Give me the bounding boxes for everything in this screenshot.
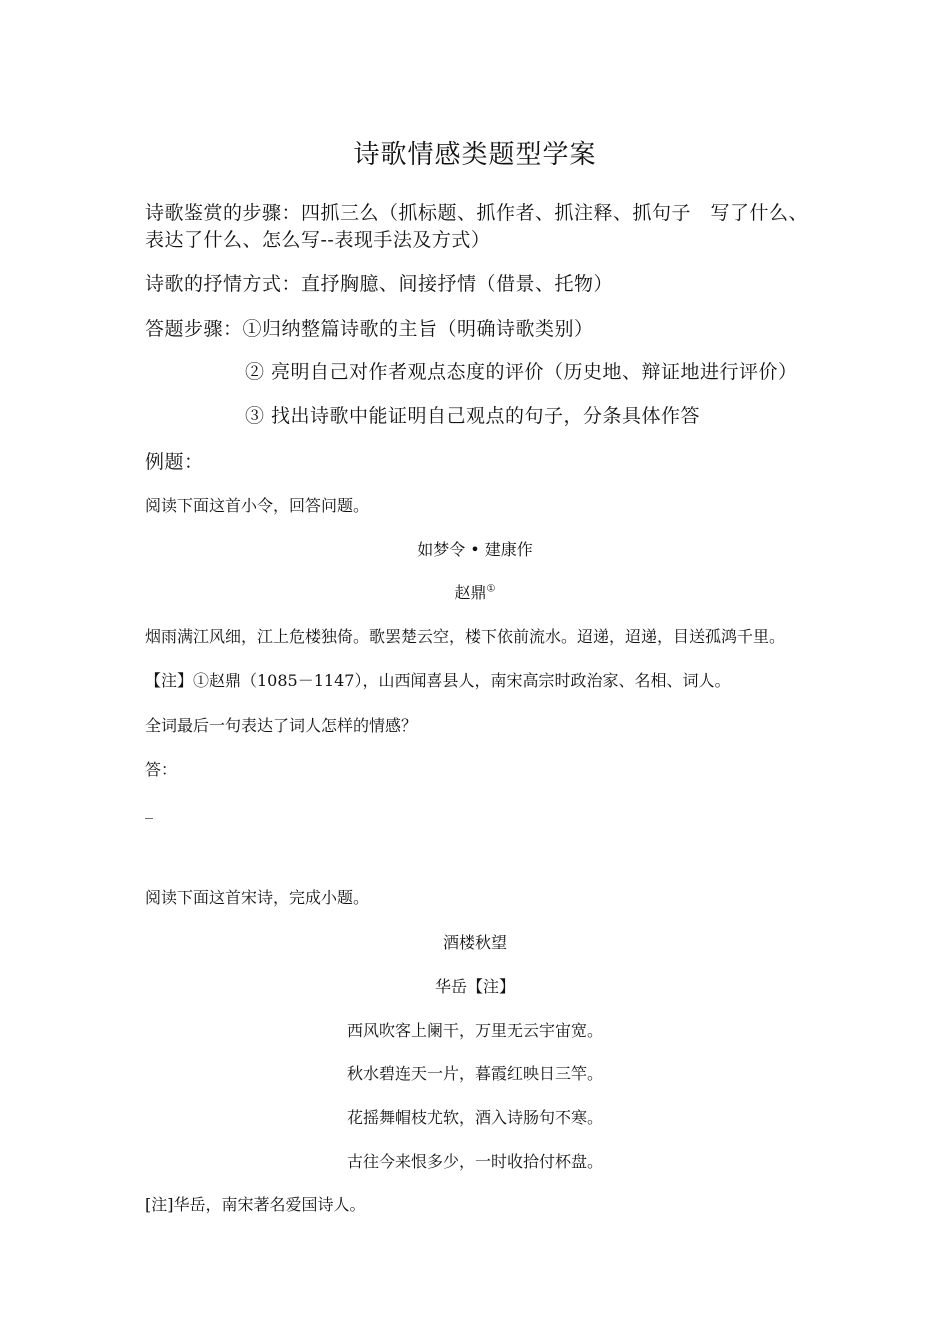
answer-step-2: ② 亮明自己对作者观点态度的评价（历史地、辩证地进行评价） (245, 361, 798, 383)
example1-answer-label: 答： (145, 760, 178, 779)
example1-poem-title: 如梦令 • 建康作 (417, 540, 533, 559)
steps-line-1: 诗歌鉴赏的步骤：四抓三么（抓标题、抓作者、抓注释、抓句子 写了什么、 (145, 202, 809, 224)
author-name: 赵鼎 (454, 583, 487, 602)
example2-prompt: 阅读下面这首宋诗，完成小题。 (145, 888, 370, 907)
example1-author (0, 580, 950, 603)
page-title: 诗歌情感类题型学案 (353, 140, 597, 170)
example1-answer-blank: _ (145, 800, 153, 819)
lyric-methods: 诗歌的抒情方式：直抒胸臆、间接抒情（借景、托物） (145, 273, 614, 295)
answer-step-3: ③ 找出诗歌中能证明自己观点的句子，分条具体作答 (245, 405, 701, 427)
example1-poem-text: 烟雨满江风细，江上危楼独倚。歌罢楚云空，楼下依前流水。迢递，迢递，目送孤鸿千里。 (145, 627, 786, 646)
example2-poem-line: 花摇舞帽枝尤软，酒入诗肠句不寒。 (346, 1108, 603, 1127)
example-label: 例题： (145, 451, 204, 473)
example1-prompt: 阅读下面这首小令，回答问题。 (145, 496, 370, 515)
example1-note: 【注】①赵鼎（1085－1147），山西闻喜县人，南宋高宗时政治家、名相、词人。 (145, 671, 731, 690)
author-footnote-mark: ① (486, 583, 496, 595)
example2-poem-line: 西风吹客上阑干，万里无云宇宙宽。 (346, 1021, 603, 1040)
example2-author: 华岳【注】 (434, 977, 515, 996)
example2-poem-line: 秋水碧连天一片，暮霞红映日三竿。 (346, 1064, 603, 1083)
example1-question: 全词最后一句表达了词人怎样的情感？ (145, 716, 418, 735)
example2-poem-line: 古往今来恨多少，一时收拾付杯盘。 (346, 1152, 603, 1171)
example2-poem-title: 酒楼秋望 (442, 933, 507, 952)
example2-note: [注]华岳，南宋著名爱国诗人。 (145, 1195, 366, 1214)
answer-step-1: 答题步骤：①归纳整篇诗歌的主旨（明确诗歌类别） (145, 318, 594, 340)
steps-line-2: 表达了什么、怎么写--表现手法及方式） (145, 229, 491, 251)
